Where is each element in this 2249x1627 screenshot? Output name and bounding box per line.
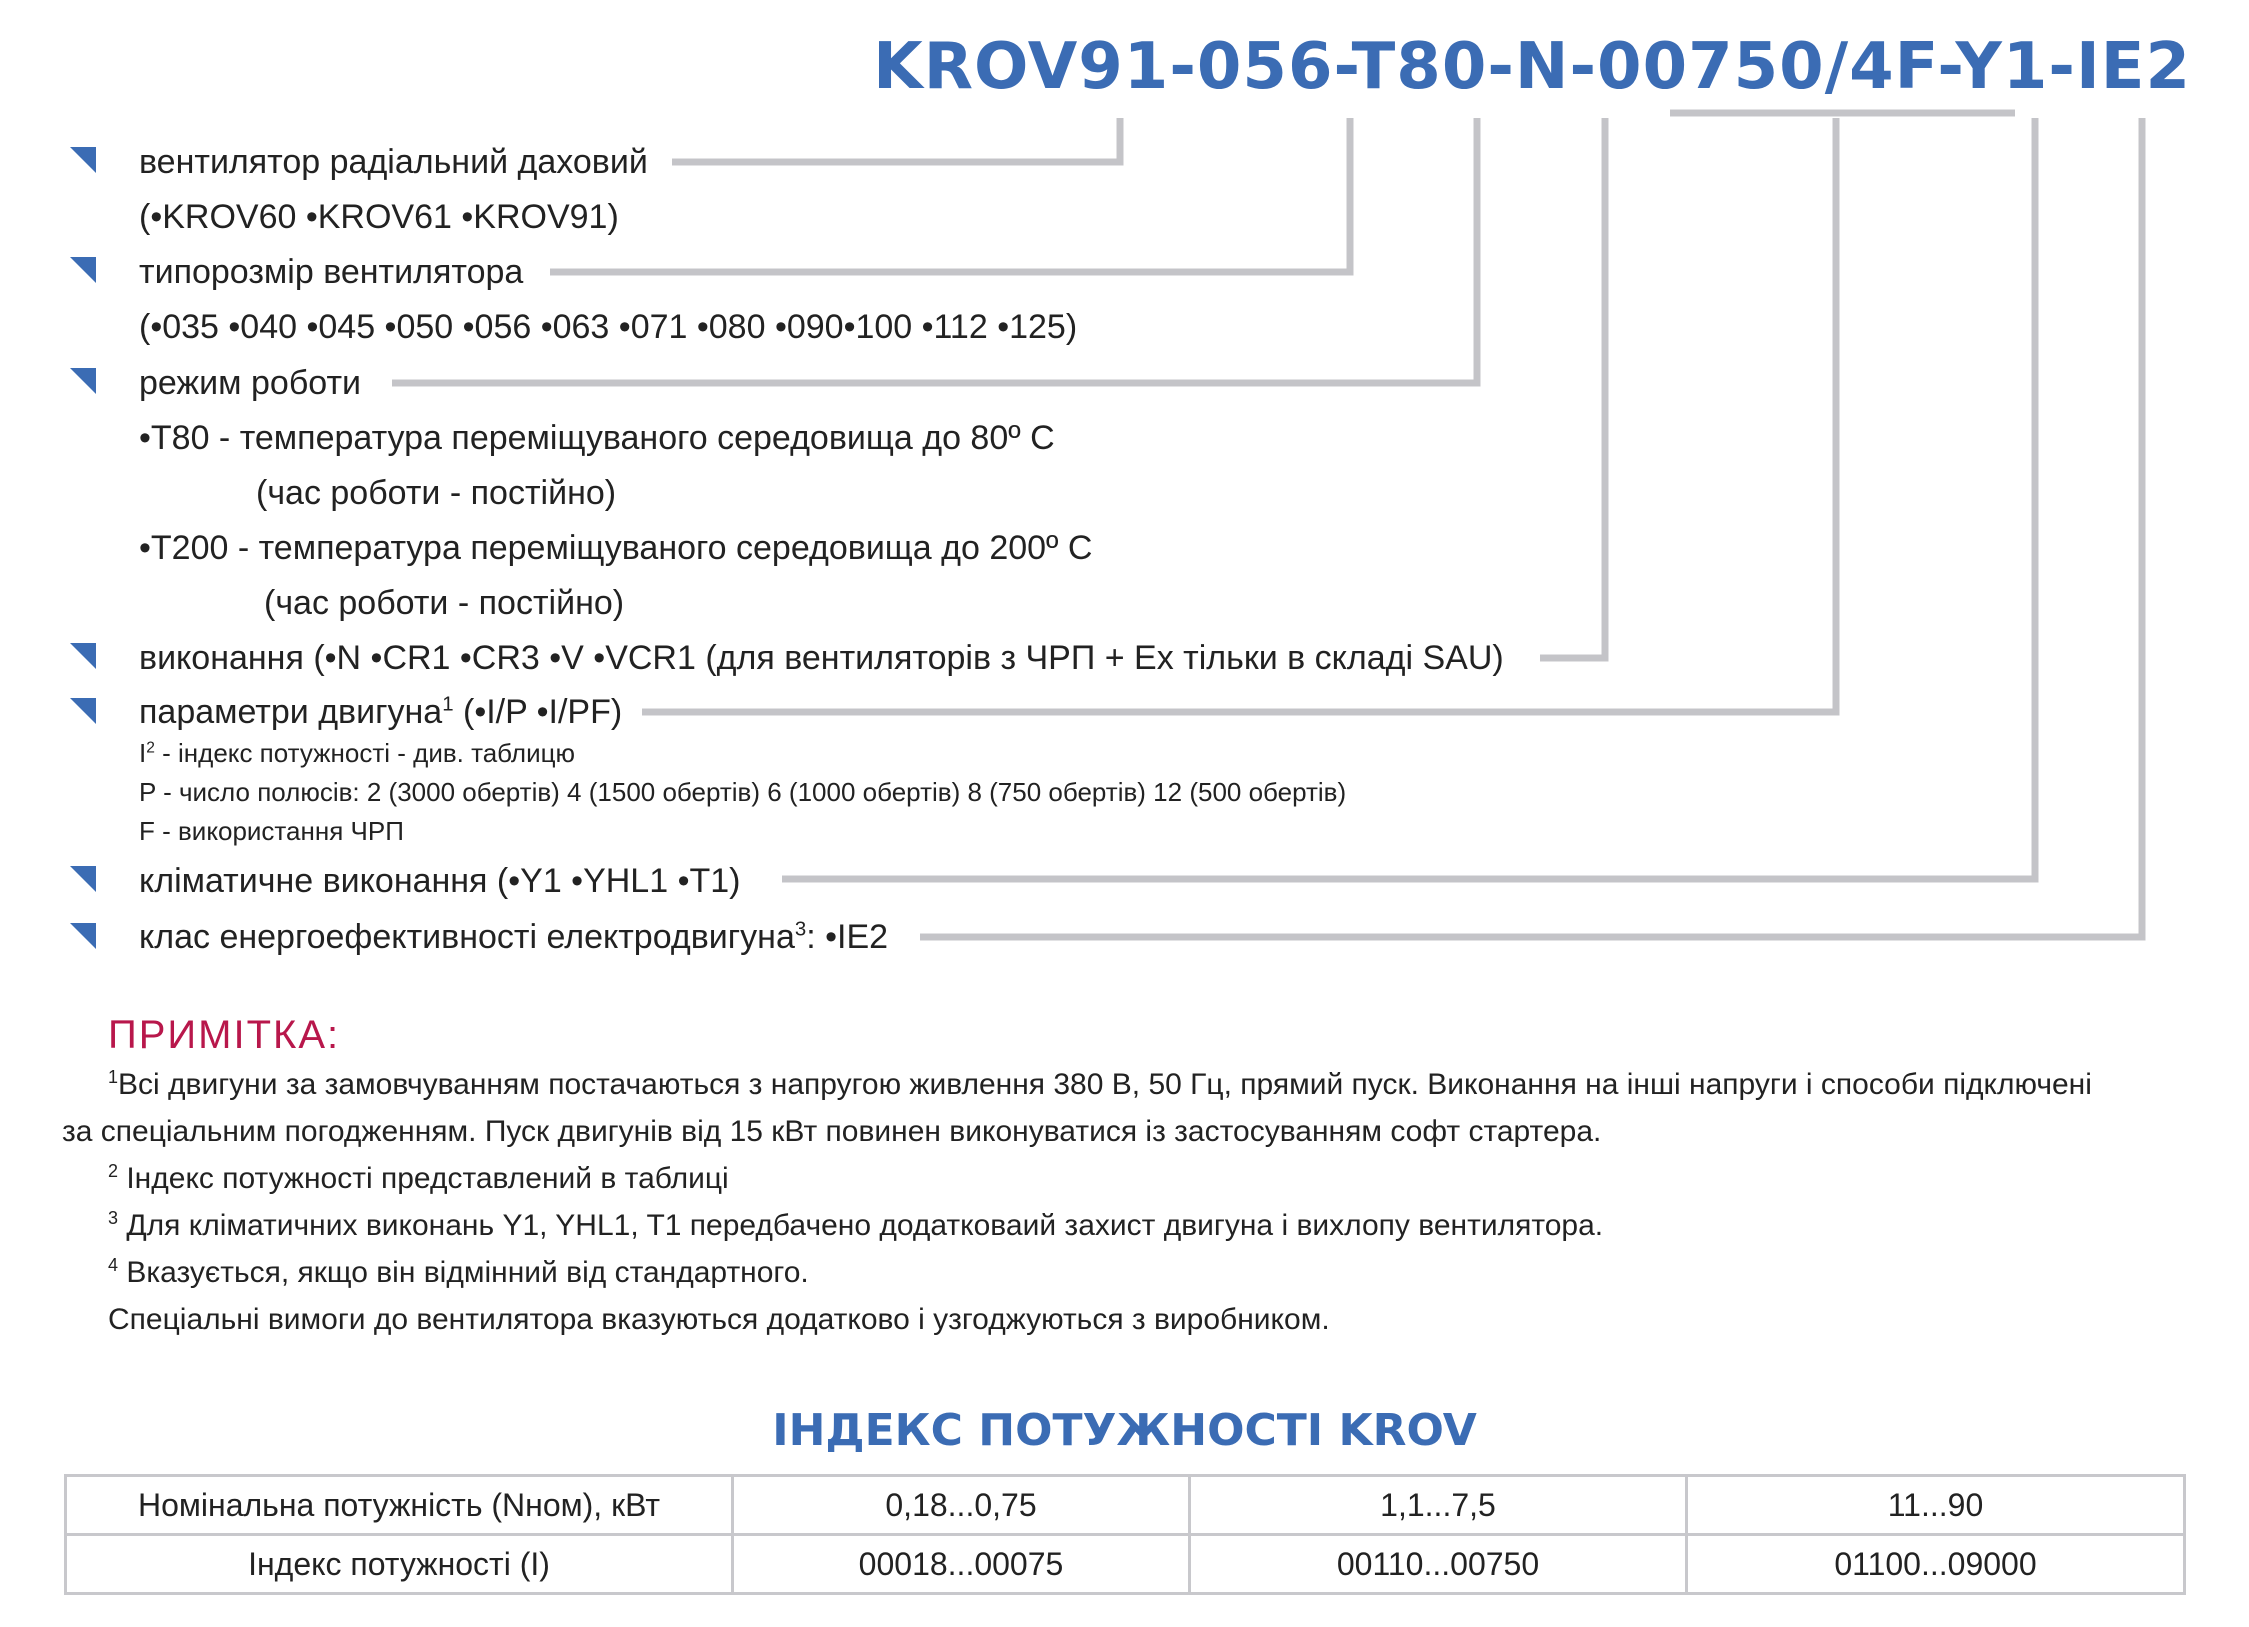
table-cell: Індекс потужності (I) bbox=[66, 1535, 733, 1594]
bullet-marker-icon bbox=[70, 368, 96, 394]
note-3-text: Для кліматичних виконань Y1, YHL1, T1 передбачено додатковаий захист двигуна і вихлопу вентилятора. bbox=[118, 1209, 1604, 1242]
note-1-line-2: за спеціальним погодженням. Пуск двигунів від 15 кВт повинен виконуватися із застосуванням софт стартера. bbox=[62, 1115, 1602, 1148]
item-energy-class-label-a: клас енергоефективності електродвигуна bbox=[139, 918, 795, 956]
item-motor-line-p: P - число полюсів: 2 (3000 обертів) 4 (1500 обертів) 6 (1000 обертів) 8 (750 обертів) 12 (500 обертів) bbox=[139, 777, 1347, 807]
item-motor-line-i bbox=[139, 738, 575, 768]
note-3 bbox=[108, 1208, 1603, 1244]
item-motor-line-f: F - використання ЧРП bbox=[139, 816, 404, 846]
power-index-table-title: ІНДЕКС ПОТУЖНОСТІ KROV bbox=[772, 1405, 1477, 1456]
item-motor-line-i-a: I bbox=[139, 738, 147, 768]
item-motor-label bbox=[139, 692, 622, 732]
leader-line-2 bbox=[550, 118, 1350, 272]
item-fan-type-detail: (•KROV60 •KROV61 •KROV91) bbox=[139, 198, 619, 236]
item-motor-line-i-sup: 2 bbox=[146, 739, 155, 757]
table-row bbox=[66, 1535, 2185, 1594]
leader-line-6 bbox=[782, 118, 2035, 879]
table-row bbox=[66, 1476, 2185, 1535]
leader-line-1 bbox=[672, 118, 1120, 162]
item-mode-t200-time: (час роботи - постійно) bbox=[264, 584, 625, 622]
bullet-marker-icon bbox=[70, 147, 96, 173]
table-cell: 00018...00075 bbox=[733, 1535, 1190, 1594]
table-cell: 01100...09000 bbox=[1687, 1535, 2185, 1594]
power-index-table bbox=[64, 1474, 2186, 1595]
item-mode-t80-time: (час роботи - постійно) bbox=[256, 474, 617, 512]
note-2-text: Індекс потужності представлений в таблиці bbox=[118, 1162, 729, 1195]
bullet-marker-icon bbox=[70, 923, 96, 949]
item-size-label: типорозмір вентилятора bbox=[139, 253, 524, 291]
note-2 bbox=[108, 1161, 729, 1197]
note-1-line-1 bbox=[108, 1067, 2092, 1103]
leader-line-7 bbox=[920, 118, 2142, 937]
item-motor-line-i-b: - індекс потужності - див. таблицю bbox=[154, 738, 575, 768]
table-cell: Номінальна потужність (Nном), кВт bbox=[66, 1476, 733, 1535]
notes-title: ПРИМІТКА: bbox=[108, 1013, 341, 1057]
bullet-marker-icon bbox=[70, 866, 96, 892]
item-motor-label-b: (•I/P •I/PF) bbox=[453, 693, 623, 731]
table-cell: 0,18...0,75 bbox=[733, 1476, 1190, 1535]
item-energy-class-label bbox=[139, 917, 888, 957]
item-execution-label: виконання (•N •CR1 •CR3 •V •VCR1 (для вентиляторів з ЧРП + Ex тільки в складі SAU) bbox=[139, 639, 1504, 677]
note-3-sup: 3 bbox=[108, 1208, 119, 1228]
model-code-title: KROV91-056-T80-N-00750/4F-Y1-IE2 bbox=[873, 30, 2191, 104]
note-1-text: Всі двигуни за замовчуванням постачаються з напругою живлення 380 В, 50 Гц, прямий пуск. Виконання на інші напруги і способи підключені bbox=[118, 1068, 2092, 1101]
note-2-sup: 2 bbox=[108, 1161, 119, 1181]
item-motor-sup: 1 bbox=[442, 693, 454, 716]
note-4-sup: 4 bbox=[108, 1255, 119, 1275]
item-fan-type-label: вентилятор радіальний даховий bbox=[139, 143, 648, 181]
item-motor-label-a: параметри двигуна bbox=[139, 693, 443, 731]
leader-line-5 bbox=[642, 118, 1836, 712]
item-energy-class-label-b: : •IE2 bbox=[806, 918, 889, 956]
leader-line-4 bbox=[1540, 118, 1605, 658]
note-5: Спеціальні вимоги до вентилятора вказуються додатково і узгоджуються з виробником. bbox=[108, 1303, 1330, 1336]
item-energy-class-sup: 3 bbox=[794, 918, 807, 941]
item-size-detail: (•035 •040 •045 •050 •056 •063 •071 •080 •090•100 •112 •125) bbox=[139, 308, 1078, 346]
item-mode-t200: •T200 - температура переміщуваного середовища до 200º С bbox=[139, 529, 1093, 567]
table-cell: 00110...00750 bbox=[1190, 1535, 1687, 1594]
bullet-marker-icon bbox=[70, 643, 96, 669]
note-1-sup: 1 bbox=[108, 1067, 119, 1087]
item-mode-t80: •T80 - температура переміщуваного середовища до 80º С bbox=[139, 419, 1055, 457]
table-cell: 11...90 bbox=[1687, 1476, 2185, 1535]
note-4-text: Вказується, якщо він відмінний від стандартного. bbox=[118, 1256, 809, 1289]
item-mode-label: режим роботи bbox=[139, 364, 362, 402]
table-cell: 1,1...7,5 bbox=[1190, 1476, 1687, 1535]
item-climate-label: кліматичне виконання (•Y1 •YHL1 •T1) bbox=[139, 862, 741, 900]
bullet-marker-icon bbox=[70, 257, 96, 283]
bullet-marker-icon bbox=[70, 698, 96, 724]
note-4 bbox=[108, 1255, 809, 1291]
